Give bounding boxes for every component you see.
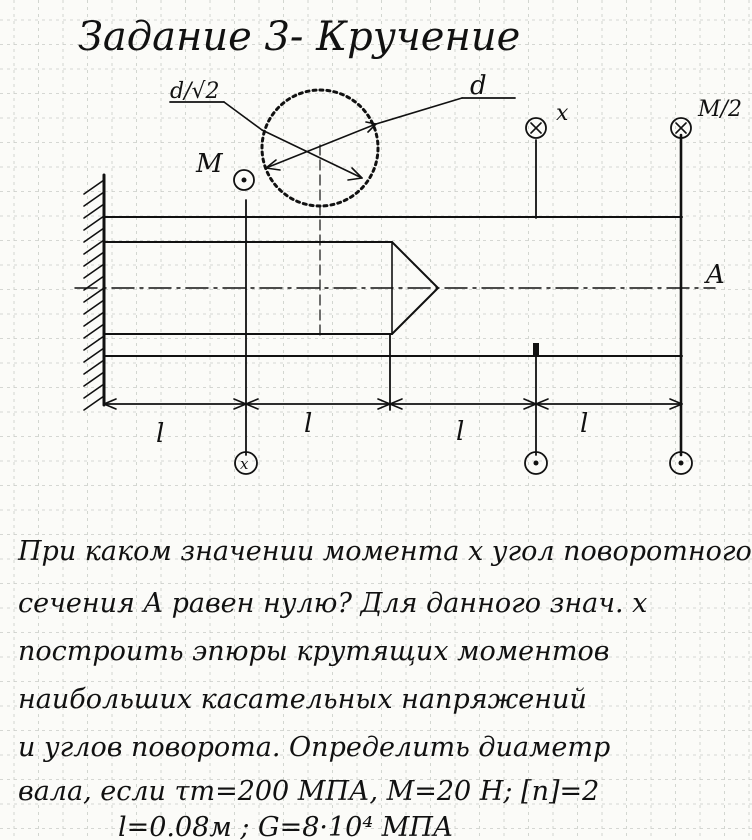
- segment-label-4: l: [580, 409, 589, 439]
- section-A-label: A: [706, 260, 725, 290]
- task-line-4: наибольших касательных напряжений: [18, 684, 587, 715]
- cross-section-detail: [170, 90, 515, 206]
- shaft-diagram: [75, 71, 742, 474]
- segment-label-2: l: [304, 409, 313, 439]
- moment-M-label: M: [196, 149, 223, 179]
- task-line-1: При каком значении момента x угол поворотного: [18, 536, 752, 567]
- fixed-wall-support: [84, 175, 104, 410]
- moment-x-top-symbol: [526, 118, 546, 138]
- segment-label-3: l: [456, 417, 465, 447]
- diameter-inner-label: d/√2: [170, 79, 220, 104]
- task-line-3: построить эпюры крутящих моментов: [18, 636, 610, 667]
- moment-M-symbol: [234, 170, 254, 190]
- task-line-2: сечения A равен нулю? Для данного знач. x: [18, 588, 648, 619]
- moment-M2-label: M/2: [698, 97, 742, 122]
- dimension-line: [104, 399, 682, 409]
- task-line-6: вала, если τт=200 МПА, M=20 H; [n]=2: [18, 776, 600, 807]
- diameter-outer-label: d: [470, 71, 487, 101]
- task-line-5: и углов поворота. Определить диаметр: [18, 732, 611, 763]
- outer-shaft-outline: [104, 217, 682, 356]
- collar-mark: [533, 343, 539, 357]
- moment-x-bottom-label: x: [240, 455, 249, 473]
- page-title: Задание 3- Кручение: [78, 14, 521, 60]
- task-line-7: l=0.08м ; G=8·10⁴ МПА: [118, 812, 454, 840]
- moment-x-top-label: x: [556, 101, 569, 126]
- task-statement: [17, 536, 752, 840]
- segment-label-1: l: [156, 419, 165, 449]
